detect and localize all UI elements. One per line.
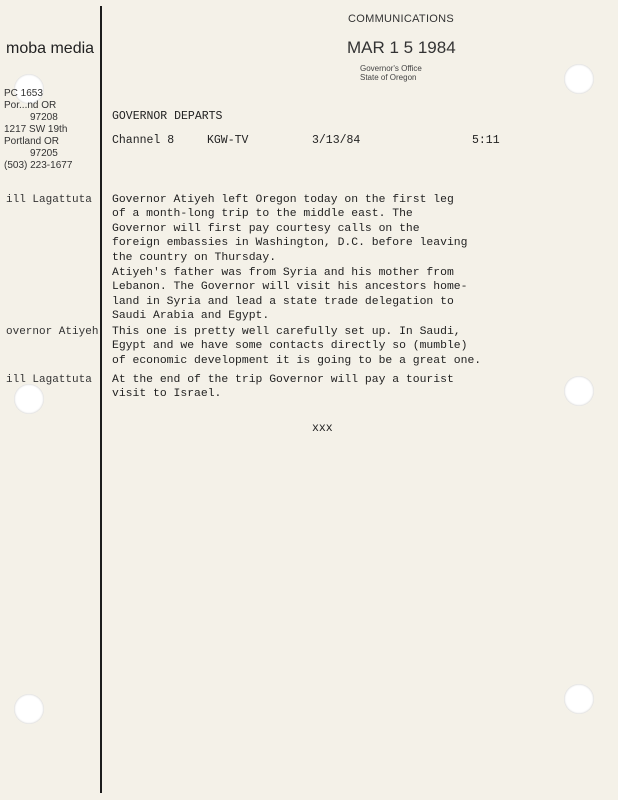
transcript-line: Lebanon. The Governor will visit his ancestors home- bbox=[112, 281, 468, 294]
punch-hole-right-top bbox=[564, 64, 594, 94]
transcript-line: Saudi Arabia and Egypt. bbox=[112, 310, 270, 323]
address-line: Por...nd OR bbox=[4, 100, 57, 111]
transcript-paragraph bbox=[112, 193, 532, 265]
transcript-line: Governor will first pay courtesy calls on the bbox=[112, 222, 420, 235]
transcript-paragraph bbox=[112, 266, 532, 324]
stamp-office-line: State of Oregon bbox=[360, 73, 417, 82]
headline: GOVERNOR DEPARTS bbox=[112, 110, 223, 123]
margin-rule bbox=[100, 6, 102, 793]
station: KGW-TV bbox=[207, 134, 249, 147]
letterhead-brand: moba media bbox=[6, 40, 95, 57]
broadcast-time: 5:11 bbox=[472, 134, 500, 147]
punch-hole-right-bottom bbox=[564, 684, 594, 714]
transcript-line: the country on Thursday. bbox=[112, 251, 277, 264]
channel: Channel 8 bbox=[112, 134, 175, 147]
stamp-title: COMMUNICATIONS bbox=[348, 13, 455, 25]
transcript-paragraph bbox=[112, 373, 532, 402]
punch-hole-left-middle bbox=[14, 384, 44, 414]
address-line: Portland OR bbox=[4, 136, 60, 147]
broadcast-date: 3/13/84 bbox=[312, 134, 361, 147]
address-line: (503) 223-1677 bbox=[4, 160, 73, 171]
transcript-line: of economic development it is going to be a great one. bbox=[112, 354, 482, 367]
speaker-label: ill Lagattuta bbox=[6, 374, 92, 386]
address-line: PC 1653 bbox=[4, 88, 43, 99]
transcript-line: Atiyeh's father was from Syria and his mother from bbox=[112, 267, 454, 279]
punch-hole-right-middle bbox=[564, 376, 594, 406]
transcript-line: Egypt and we have some contacts directly so (mumble) bbox=[112, 340, 468, 353]
transcript-line: Governor Atiyeh left Oregon today on the first leg bbox=[112, 194, 454, 206]
transcript-line: foreign embassies in Washington, D.C. before leaving bbox=[112, 237, 468, 250]
transcript-line: land in Syria and lead a state trade delegation to bbox=[112, 295, 454, 308]
address-line: 97208 bbox=[30, 112, 58, 123]
transcript-line: visit to Israel. bbox=[112, 388, 222, 401]
speaker-label: ill Lagattuta bbox=[6, 194, 92, 206]
transcript-line: This one is pretty well carefully set up. In Saudi, bbox=[112, 326, 461, 338]
address-line: 1217 SW 19th bbox=[4, 124, 68, 135]
closing-mark: xxx bbox=[312, 422, 333, 435]
stamp-office-line: Governor's Office bbox=[360, 64, 422, 73]
address-line: 97205 bbox=[30, 148, 58, 159]
punch-hole-left-bottom bbox=[14, 694, 44, 724]
speaker-label: overnor Atiyeh bbox=[6, 326, 99, 338]
stamp-date: MAR 1 5 1984 bbox=[347, 38, 456, 57]
transcript-line: of a month-long trip to the middle east. The bbox=[112, 208, 413, 221]
transcript-line: At the end of the trip Governor will pay a tourist bbox=[112, 374, 454, 386]
transcript-paragraph bbox=[112, 325, 532, 368]
